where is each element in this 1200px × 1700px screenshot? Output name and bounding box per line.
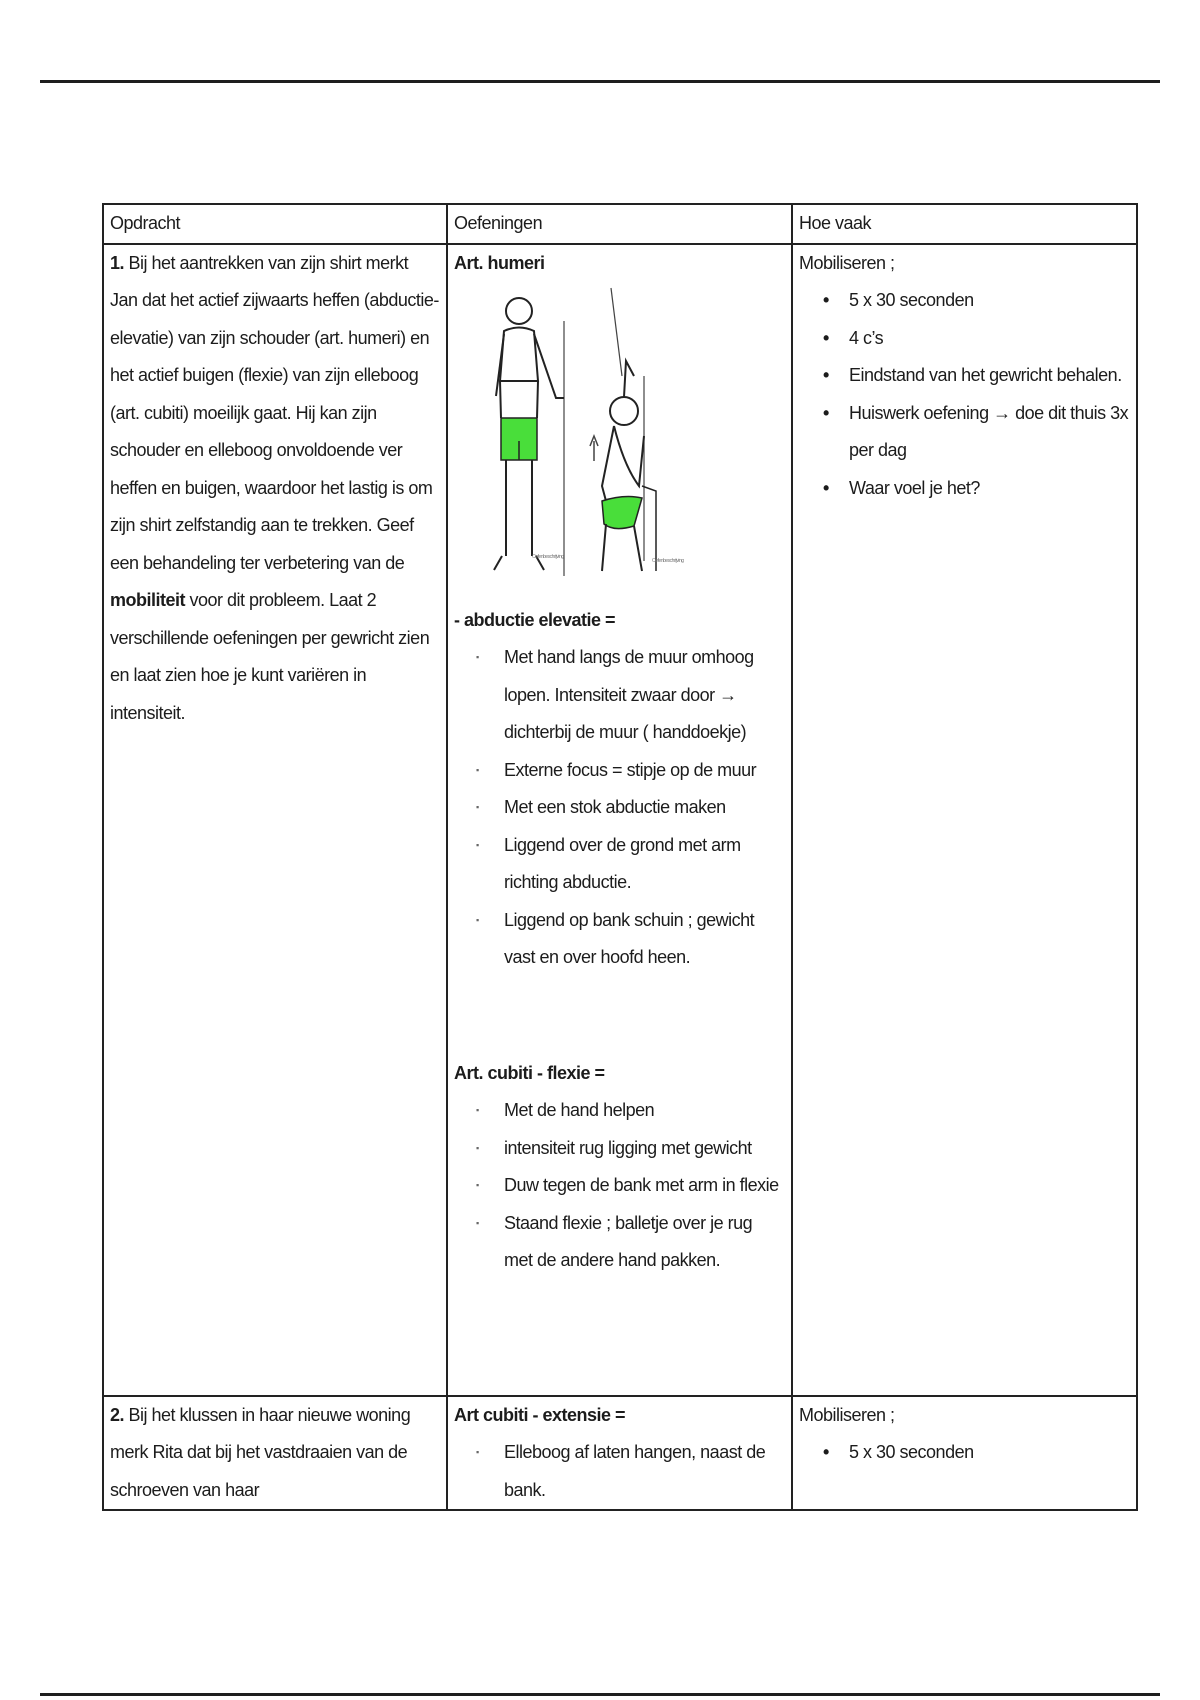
list-item: ▪ Elleboog af laten hangen, naast de bank. xyxy=(454,1434,785,1509)
exercise-table xyxy=(102,203,1138,1511)
list-item: ▪ Liggend over de grond met arm richting abductie. xyxy=(454,827,785,902)
list-item: • Huiswerk oefening → doe dit thuis 3x per dag xyxy=(799,395,1130,470)
frequency-cell xyxy=(792,1396,1137,1511)
task-text: 1. Bij het aantrekken van zijn shirt merkt Jan dat het actief zijwaarts heffen (abductie-elevatie) van zijn schouder (art. humeri) en het actief buigen (flexie) van zijn elleboog (art. cubiti) moeilijk gaat. Hij kan zijn schouder en elleboog onvoldoende ver heffen en buigen, waardoor het lastig is om zijn shirt zelfstandig aan te trekken. Geef een behandeling ter verbetering van de mobiliteit voor dit probleem. Laat 2 verschillende oefeningen per gewricht zien en laat zien hoe je kunt variëren in intensiteit. xyxy=(110,252,439,723)
list-item: ▪ Staand flexie ; balletje over je rug met de andere hand pakken. xyxy=(454,1205,785,1280)
task-text: 2. Bij het klussen in haar nieuwe woning merk Rita dat bij het vastdraaien van de schroeven van haar xyxy=(110,1404,411,1500)
frequency-cell xyxy=(792,244,1137,1396)
abductie-exercise-list xyxy=(454,639,785,977)
table-row xyxy=(103,1396,1137,1511)
table-row xyxy=(103,244,1137,1396)
list-item: • Eindstand van het gewricht behalen. xyxy=(799,357,1130,395)
exercise-title: Art cubiti - extensie = xyxy=(454,1404,626,1425)
list-item: • 5 x 30 seconden xyxy=(799,282,1130,320)
footer-rule xyxy=(40,1693,1160,1696)
list-item: • 4 c’s xyxy=(799,320,1130,358)
list-item: ▪ Met een stok abductie maken xyxy=(454,789,785,827)
section-title-flexie: Art. cubiti - flexie = xyxy=(454,1062,605,1083)
header-hoe-vaak: Hoe vaak xyxy=(792,204,1137,244)
figure-caption-right: Oefenbeschrijving xyxy=(652,558,684,564)
list-item: ▪ Duw tegen de bank met arm in flexie xyxy=(454,1167,785,1205)
frequency-title: Mobiliseren ; xyxy=(799,252,895,273)
header-oefeningen: Oefeningen xyxy=(447,204,792,244)
exercises-cell xyxy=(447,1396,792,1511)
task-number: 1. xyxy=(110,252,125,273)
frequency-list xyxy=(799,282,1130,507)
task-cell xyxy=(103,244,447,1396)
exercises-cell xyxy=(447,244,792,1396)
list-item: ▪ Met hand langs de muur omhoog lopen. Intensiteit zwaar door → dichterbij de muur ( handdoekje) xyxy=(454,639,785,752)
shoulder-exercise-illustration xyxy=(474,286,684,582)
list-item: ▪ Liggend op bank schuin ; gewicht vast en over hoofd heen. xyxy=(454,902,785,977)
list-item: ▪ Externe focus = stipje op de muur xyxy=(454,752,785,790)
section-title-abductie: - abductie elevatie = xyxy=(454,609,616,630)
figure-caption-left: Oefenbeschrijving xyxy=(532,554,564,560)
flexie-exercise-list xyxy=(454,1092,785,1280)
header-opdracht: Opdracht xyxy=(103,204,447,244)
task-cell xyxy=(103,1396,447,1511)
list-item: ▪ intensiteit rug ligging met gewicht xyxy=(454,1130,785,1168)
frequency-list xyxy=(799,1434,1130,1472)
list-item: • Waar voel je het? xyxy=(799,470,1130,508)
list-item: ▪ Met de hand helpen xyxy=(454,1092,785,1130)
list-item: • 5 x 30 seconden xyxy=(799,1434,1130,1472)
header-rule xyxy=(40,80,1160,83)
frequency-title: Mobiliseren ; xyxy=(799,1404,895,1425)
task-number: 2. xyxy=(110,1404,125,1425)
task-emphasis: mobiliteit xyxy=(110,590,185,610)
extensie-exercise-list xyxy=(454,1434,785,1509)
table-header-row xyxy=(103,204,1137,244)
exercise-title: Art. humeri xyxy=(454,252,545,273)
